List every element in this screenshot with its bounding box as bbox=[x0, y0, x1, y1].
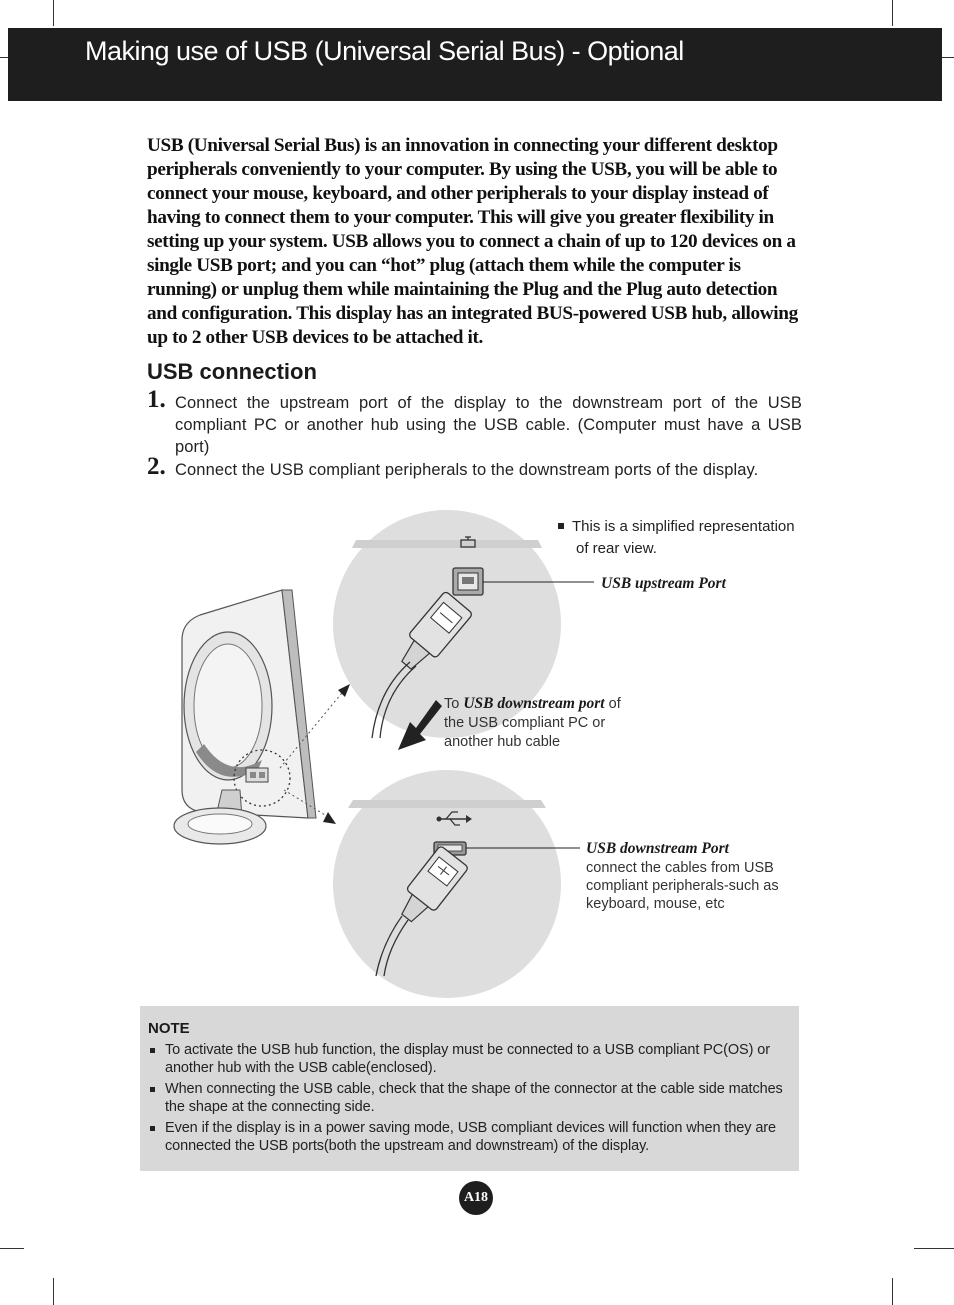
desc-text: the USB compliant PC or bbox=[444, 715, 606, 731]
step-number: 1. bbox=[147, 386, 166, 413]
desc-emphasis: USB downstream port bbox=[463, 695, 605, 712]
page-number-badge: A18 bbox=[459, 1181, 493, 1215]
downstream-port-description bbox=[586, 859, 806, 913]
note-item-text: When connecting the USB cable, check that the shape of the connector at the cable side matches the shape at the connecting side. bbox=[165, 1081, 783, 1115]
note-box bbox=[140, 1006, 799, 1171]
note-title: NOTE bbox=[148, 1020, 190, 1037]
step-text: Connect the upstream port of the display to the downstream port of the USB compliant PC or another hub using the USB cable. (Computer must have a USB port) bbox=[175, 394, 802, 456]
note-item bbox=[148, 1120, 798, 1155]
desc-text: compliant peripherals-such as bbox=[586, 878, 779, 894]
bullet-icon bbox=[150, 1126, 155, 1131]
step-number: 2. bbox=[147, 453, 166, 480]
connection-arrow-icon bbox=[398, 700, 442, 750]
rear-view-note-line: This is a simplified representation bbox=[572, 518, 795, 535]
rear-view-note bbox=[572, 516, 795, 560]
note-item-text: Even if the display is in a power saving mode, USB compliant devices will function when they are connected the USB ports(both the upstream and downstream) of the display. bbox=[165, 1120, 776, 1154]
desc-text: To bbox=[444, 696, 460, 712]
note-item bbox=[148, 1042, 798, 1077]
upstream-port-label: USB upstream Port bbox=[601, 575, 726, 592]
bullet-icon bbox=[558, 523, 564, 529]
step-text: Connect the USB compliant peripherals to the downstream ports of the display. bbox=[175, 461, 759, 479]
desc-text: keyboard, mouse, etc bbox=[586, 896, 725, 912]
desc-text: another hub cable bbox=[444, 734, 561, 750]
upstream-cable-illustration bbox=[393, 591, 473, 677]
note-item bbox=[148, 1081, 798, 1116]
rear-view-note-line: of rear view. bbox=[576, 540, 657, 557]
section-heading: USB connection bbox=[147, 359, 317, 384]
downstream-port-label: USB downstream Port bbox=[586, 840, 729, 857]
upstream-cable-description bbox=[444, 694, 654, 752]
bullet-icon bbox=[150, 1087, 155, 1092]
note-item-text: To activate the USB hub function, the display must be connected to a USB compliant PC(OS) or another hub with the USB cable(enclosed). bbox=[165, 1042, 770, 1076]
page-title: Making use of USB (Universal Serial Bus) - Optional bbox=[85, 36, 684, 66]
intro-paragraph: USB (Universal Serial Bus) is an innovation in connecting your different desktop peripherals conveniently to your computer. By using the USB, you will be able to connect your mouse, keyboard, and other peripherals to your display instead of having to connect them to your computer. This will give you greater flexibility in setting up your system. USB allows you to connect a chain of up to 120 devices on a single USB port; and you can “hot” plug (attach them while the computer is running) or unplug them while maintaining the Plug and the Plug auto detection and configuration. This display has an integrated BUS-powered USB hub, allowing up to 2 other USB devices to be attached it. bbox=[147, 135, 798, 348]
desc-text: connect the cables from USB bbox=[586, 860, 774, 876]
monitor-rear-illustration bbox=[174, 590, 316, 844]
downstream-cable-illustration bbox=[392, 845, 468, 929]
bullet-icon bbox=[150, 1048, 155, 1053]
desc-text: of bbox=[608, 696, 621, 712]
note-list bbox=[148, 1042, 798, 1159]
